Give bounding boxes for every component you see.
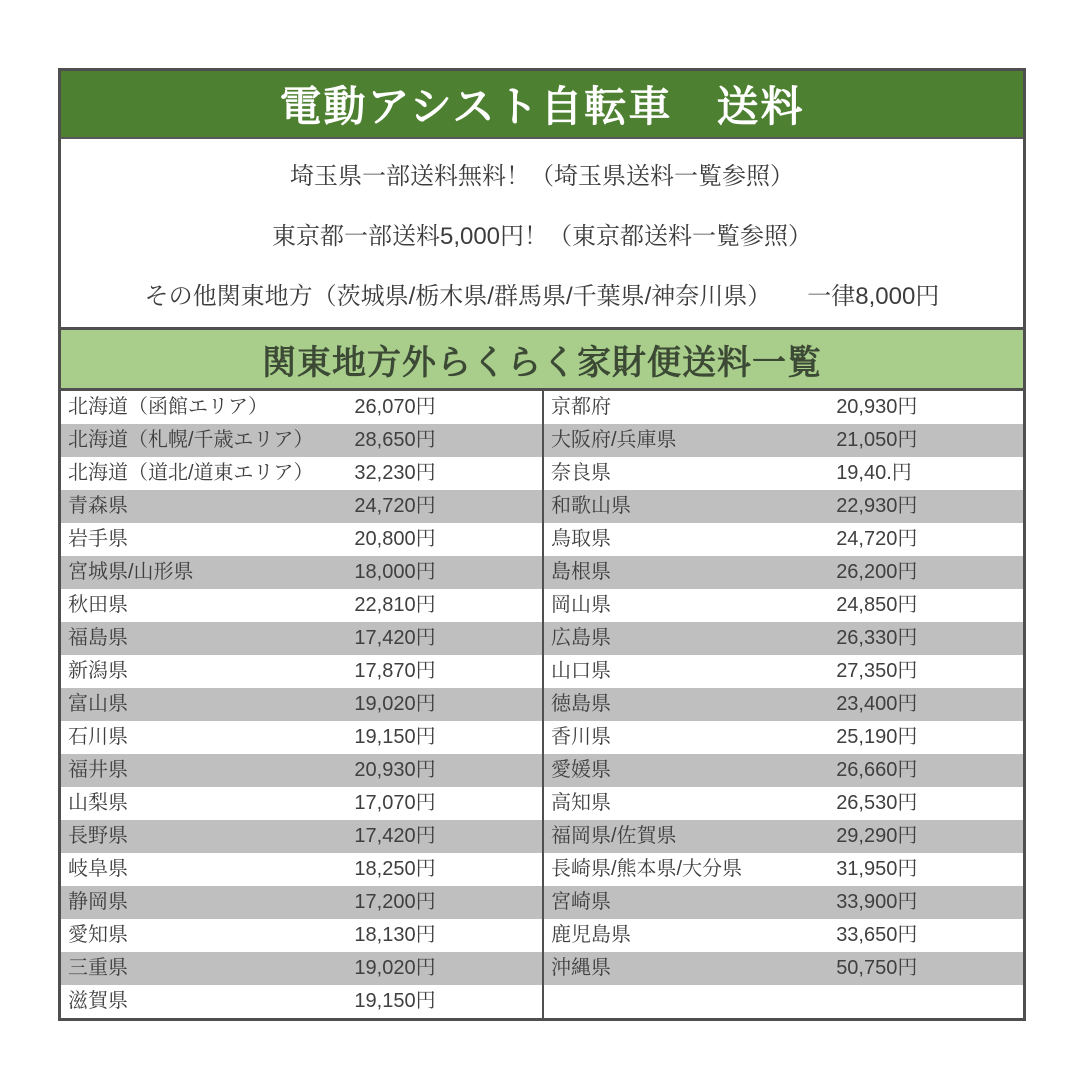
fee-cell: 50,750円 (836, 957, 918, 979)
fee-cell: 24,720円 (354, 495, 436, 517)
region-cell (544, 985, 836, 1018)
region-cell: 愛知県 (68, 924, 128, 946)
region-cell: 宮崎県 (551, 891, 611, 913)
region-cell: 青森県 (68, 495, 128, 517)
fee-cell: 26,200円 (836, 561, 918, 583)
table-row (61, 952, 1023, 985)
table-row (61, 490, 1023, 523)
table-row (61, 820, 1023, 853)
fee-cell: 17,870円 (354, 660, 436, 682)
table-row (61, 457, 1023, 490)
table-row-right-half (542, 853, 1023, 886)
table-row-left-half (61, 985, 542, 1018)
table-row-left-half (61, 886, 542, 919)
shipping-notice-sheet (58, 68, 1026, 1021)
table-row-left-half (61, 556, 542, 589)
table-row (61, 754, 1023, 787)
region-cell: 京都府 (551, 396, 611, 418)
fee-cell: 27,350円 (836, 660, 918, 682)
fee-cell: 25,190円 (836, 726, 918, 748)
fee-cell: 19,020円 (354, 957, 436, 979)
table-row (61, 523, 1023, 556)
region-cell: 香川県 (551, 726, 611, 748)
table-row-left-half (61, 688, 542, 721)
table-row (61, 655, 1023, 688)
region-cell: 岩手県 (68, 528, 128, 550)
table-row-right-half (542, 457, 1023, 490)
fee-cell: 22,930円 (836, 495, 918, 517)
region-cell: 新潟県 (68, 660, 128, 682)
fee-cell: 20,930円 (836, 396, 918, 418)
fee-cell: 17,070円 (354, 792, 436, 814)
region-cell: 奈良県 (551, 462, 611, 484)
fee-cell: 17,420円 (354, 825, 436, 847)
table-row-right-half (542, 787, 1023, 820)
fee-cell: 26,660円 (836, 759, 918, 781)
region-cell: 岐阜県 (68, 858, 128, 880)
region-cell: 長野県 (68, 825, 128, 847)
note-tokyo: 東京都一部送料5,000円！（東京都送料一覧参照） (271, 222, 813, 250)
table-row-right-half (542, 985, 1023, 1018)
table-row-left-half (61, 820, 542, 853)
table-row-left-half (61, 919, 542, 952)
table-row-left-half (61, 787, 542, 820)
fee-cell: 19,150円 (354, 726, 436, 748)
fee-cell: 29,290円 (836, 825, 918, 847)
table-row (61, 424, 1023, 457)
region-cell: 愛媛県 (551, 759, 611, 781)
table-row-right-half (542, 820, 1023, 853)
table-row (61, 589, 1023, 622)
table-row-right-half (542, 919, 1023, 952)
table-row-right-half (542, 688, 1023, 721)
region-cell: 大阪府/兵庫県 (551, 429, 677, 451)
table-row (61, 721, 1023, 754)
table-row-right-half (542, 886, 1023, 919)
fee-cell: 22,810円 (354, 594, 436, 616)
table-row (61, 853, 1023, 886)
fee-cell: 33,900円 (836, 891, 918, 913)
shipping-table (61, 391, 1023, 1018)
fee-cell: 20,930円 (354, 759, 436, 781)
fee-cell: 26,530円 (836, 792, 918, 814)
table-title: 関東地方外らくらく家財便送料一覧 (262, 343, 822, 382)
region-cell: 岡山県 (551, 594, 611, 616)
table-row-right-half (542, 655, 1023, 688)
region-cell: 和歌山県 (551, 495, 631, 517)
fee-cell: 17,200円 (354, 891, 436, 913)
fee-cell: 19,150円 (354, 990, 436, 1012)
table-title-band (61, 327, 1023, 391)
fee-cell: 21,050円 (836, 429, 918, 451)
region-cell: 滋賀県 (68, 990, 128, 1012)
table-row (61, 886, 1023, 919)
fee-cell: 31,950円 (836, 858, 918, 880)
table-row-right-half (542, 424, 1023, 457)
table-row-left-half (61, 424, 542, 457)
table-row (61, 622, 1023, 655)
fee-cell: 28,650円 (354, 429, 436, 451)
region-cell: 富山県 (68, 693, 128, 715)
region-cell: 鹿児島県 (551, 924, 631, 946)
fee-cell: 23,400円 (836, 693, 918, 715)
region-cell: 北海道（函館エリア） (68, 396, 268, 418)
fee-cell: 19,020円 (354, 693, 436, 715)
region-cell: 島根県 (551, 561, 611, 583)
region-cell: 三重県 (68, 957, 128, 979)
table-row-right-half (542, 589, 1023, 622)
region-cell: 徳島県 (551, 693, 611, 715)
region-cell: 福井県 (68, 759, 128, 781)
table-row-right-half (542, 952, 1023, 985)
table-row (61, 919, 1023, 952)
table-row-right-half (542, 754, 1023, 787)
table-row-left-half (61, 457, 542, 490)
region-cell: 沖縄県 (551, 957, 611, 979)
region-cell: 山梨県 (68, 792, 128, 814)
table-row-right-half (542, 391, 1023, 424)
fee-cell: 32,230円 (354, 462, 436, 484)
table-row-left-half (61, 622, 542, 655)
page-title: 電動アシスト自転車 送料 (279, 83, 805, 130)
table-row-left-half (61, 391, 542, 424)
region-cell: 秋田県 (68, 594, 128, 616)
region-cell: 宮城県/山形県 (68, 561, 194, 583)
region-cell: 静岡県 (68, 891, 128, 913)
table-row-left-half (61, 952, 542, 985)
note-saitama: 埼玉県一部送料無料！（埼玉県送料一覧参照） (290, 162, 794, 190)
fee-cell: 24,720円 (836, 528, 918, 550)
header-band (61, 71, 1023, 139)
table-row-right-half (542, 523, 1023, 556)
info-section (61, 139, 1023, 327)
region-cell: 福島県 (68, 627, 128, 649)
fee-cell: 18,250円 (354, 858, 436, 880)
table-row-left-half (61, 721, 542, 754)
fee-cell: 26,330円 (836, 627, 918, 649)
fee-cell: 17,420円 (354, 627, 436, 649)
table-row-left-half (61, 655, 542, 688)
table-row-left-half (61, 853, 542, 886)
table-row-right-half (542, 721, 1023, 754)
fee-cell: 18,000円 (354, 561, 436, 583)
table-row-left-half (61, 589, 542, 622)
note-kanto-other: その他関東地方（茨城県/栃木県/群馬県/千葉県/神奈川県） 一律8,000円 (144, 282, 940, 310)
region-cell: 高知県 (551, 792, 611, 814)
table-row (61, 391, 1023, 424)
region-cell: 長崎県/熊本県/大分県 (551, 858, 743, 880)
table-row-left-half (61, 754, 542, 787)
fee-cell (836, 985, 1023, 1018)
region-cell: 山口県 (551, 660, 611, 682)
region-cell: 広島県 (551, 627, 611, 649)
fee-cell: 26,070円 (354, 396, 436, 418)
region-cell: 鳥取県 (551, 528, 611, 550)
table-row-left-half (61, 523, 542, 556)
table-row (61, 787, 1023, 820)
fee-cell: 19,40.円 (836, 462, 912, 484)
table-row (61, 985, 1023, 1018)
region-cell: 石川県 (68, 726, 128, 748)
table-row-right-half (542, 490, 1023, 523)
region-cell: 北海道（札幌/千歳エリア） (68, 429, 314, 451)
region-cell: 福岡県/佐賀県 (551, 825, 677, 847)
table-row (61, 556, 1023, 589)
table-row-right-half (542, 622, 1023, 655)
table-row-right-half (542, 556, 1023, 589)
table-row (61, 688, 1023, 721)
fee-cell: 20,800円 (354, 528, 436, 550)
table-row-left-half (61, 490, 542, 523)
fee-cell: 24,850円 (836, 594, 918, 616)
region-cell: 北海道（道北/道東エリア） (68, 462, 314, 484)
fee-cell: 18,130円 (354, 924, 436, 946)
fee-cell: 33,650円 (836, 924, 918, 946)
